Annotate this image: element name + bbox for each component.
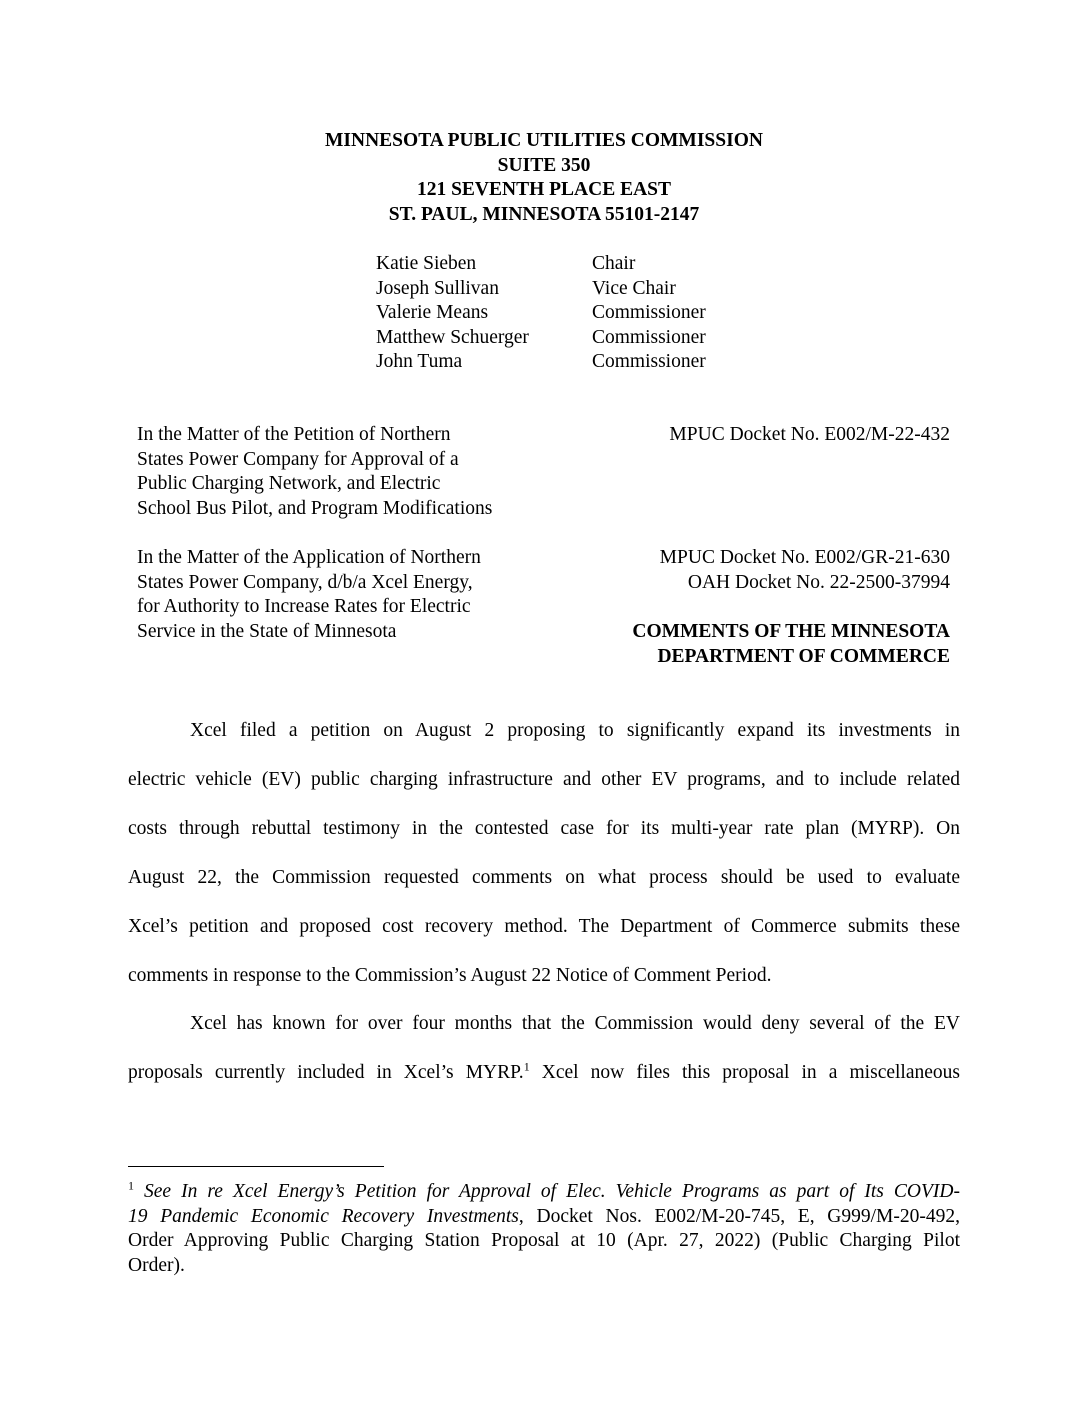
- commissioner-title: Vice Chair: [592, 277, 676, 299]
- commissioner-name: Valerie Means: [376, 302, 489, 323]
- footnote-line: Order).: [128, 1254, 185, 1276]
- footnote-1: [128, 1180, 960, 1278]
- matter-caption-rate-case: [137, 546, 481, 644]
- docket-line: MPUC Docket No. E002/GR-21-630: [659, 547, 950, 568]
- commissioner-title: Chair: [592, 253, 636, 274]
- paragraph-2: [128, 999, 960, 1097]
- commissioner-name: John Tuma: [376, 351, 463, 372]
- commissioner-row: [376, 301, 706, 326]
- footnote-citation-italic: 19 Pandemic Economic Recovery Investments: [128, 1205, 519, 1227]
- text-line: costs through rebuttal testimony in the contested case for its multi-year rate plan (MYRP). On: [128, 818, 960, 839]
- commissioner-title: Commissioner: [592, 351, 706, 372]
- matter-caption-petition: [137, 423, 492, 521]
- header-line-1: MINNESOTA PUBLIC UTILITIES COMMISSION: [325, 130, 763, 151]
- commissioner-row: [376, 277, 706, 302]
- footnote-line: [128, 1180, 960, 1205]
- commission-header: [0, 129, 1088, 227]
- header-line-4: ST. PAUL, MINNESOTA 55101-2147: [388, 203, 700, 225]
- docket-line: MPUC Docket No. E002/M-22-432: [669, 424, 950, 445]
- header-line-2: SUITE 350: [497, 154, 591, 176]
- caption-line: In the Matter of the Application of Northern: [137, 547, 481, 568]
- text-line: August 22, the Commission requested comments on what process should be used to evaluate: [128, 867, 960, 888]
- commissioner-list: [376, 252, 706, 375]
- footnote-mark: 1: [128, 1178, 134, 1193]
- commissioner-row: [376, 350, 706, 375]
- docket-line: OAH Docket No. 22-2500-37994: [687, 571, 950, 593]
- text-line: Xcel has known for over four months that the Commission would deny several of the EV: [190, 1013, 960, 1034]
- docket-number-petition: [669, 423, 950, 448]
- paragraph-1: [128, 706, 960, 1000]
- text-segment: proposals currently included in Xcel’s MYRP.: [128, 1062, 524, 1083]
- caption-line: Service in the State of Minnesota: [137, 620, 397, 642]
- footnote-line: [128, 1205, 960, 1230]
- title-line: COMMENTS OF THE MINNESOTA: [632, 621, 950, 642]
- footnote-citation-italic: See In re Xcel Energy’s Petition for Approval of Elec. Vehicle Programs as part of Its COVID-: [134, 1181, 960, 1202]
- footnote-reference[interactable]: 1: [523, 1059, 530, 1074]
- commissioner-title: Commissioner: [592, 302, 706, 323]
- commissioner-name: Katie Sieben: [376, 253, 477, 274]
- caption-line: States Power Company, d/b/a Xcel Energy,: [137, 571, 473, 593]
- caption-line: Public Charging Network, and Electric: [137, 473, 441, 494]
- text-line: Xcel filed a petition on August 2 proposing to significantly expand its investments in: [190, 720, 960, 741]
- caption-line: for Authority to Increase Rates for Electric: [137, 596, 471, 617]
- footnote-line: Order Approving Public Charging Station Proposal at 10 (Apr. 27, 2022) (Public Charging Pilot: [128, 1230, 960, 1251]
- caption-line: States Power Company for Approval of a: [137, 448, 459, 470]
- text-line: [128, 1048, 960, 1097]
- docket-numbers-rate-case: [660, 546, 950, 595]
- commissioner-title: Commissioner: [592, 326, 706, 348]
- caption-line: In the Matter of the Petition of Northern: [137, 424, 451, 445]
- title-line: DEPARTMENT OF COMMERCE: [657, 645, 950, 667]
- text-line: electric vehicle (EV) public charging infrastructure and other EV programs, and to include related: [128, 769, 960, 790]
- caption-line: School Bus Pilot, and Program Modifications: [137, 497, 493, 519]
- text-line: comments in response to the Commission’s August 22 Notice of Comment Period.: [128, 965, 772, 986]
- footnote-divider: [128, 1166, 384, 1167]
- header-line-3: 121 SEVENTH PLACE EAST: [416, 179, 672, 200]
- commissioner-name: Matthew Schuerger: [376, 326, 529, 348]
- commissioner-row: [376, 252, 706, 277]
- document-title: [632, 620, 950, 669]
- footnote-text: , Docket Nos. E002/M-20-745, E, G999/M-20-492,: [518, 1205, 960, 1227]
- commissioner-row: [376, 326, 706, 351]
- commissioner-name: Joseph Sullivan: [376, 277, 499, 299]
- text-segment: Xcel now files this proposal in a miscellaneous: [529, 1062, 960, 1083]
- text-line: Xcel’s petition and proposed cost recovery method. The Department of Commerce submits these: [128, 916, 960, 937]
